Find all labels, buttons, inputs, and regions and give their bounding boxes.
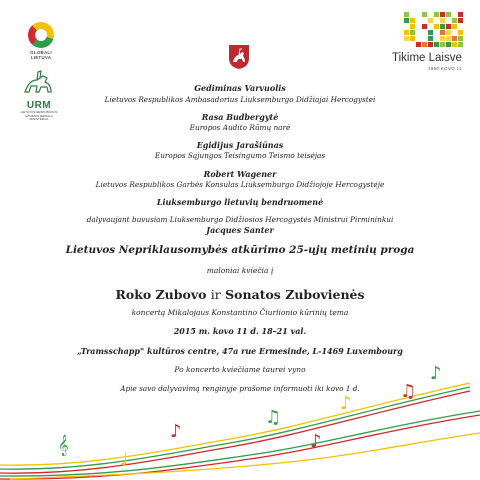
mosaic-square (440, 18, 445, 23)
mosaic-square (458, 42, 463, 47)
mosaic-square (446, 36, 451, 41)
tikime-laisve-title: Tikime Laisve (392, 52, 462, 64)
host-role-2: Europos Audito Rūmų narė (189, 123, 291, 132)
coat-of-arms (228, 44, 250, 74)
invite-text: maloniai kviečia į (206, 266, 274, 275)
mosaic-square (410, 30, 415, 35)
mosaic-square (404, 12, 409, 17)
mosaic-square (404, 36, 409, 41)
mosaic-square (434, 24, 439, 29)
mosaic-square (428, 42, 433, 47)
mosaic-square (440, 36, 445, 41)
mosaic-square (428, 18, 433, 23)
event-datetime: 2015 m. kovo 11 d. 18–21 val. (173, 326, 307, 336)
note-icon-6: ♩ (120, 449, 129, 470)
coat-of-arms-icon (228, 44, 250, 70)
mosaic-square (410, 36, 415, 41)
mosaic-square (458, 12, 463, 17)
mosaic-square (452, 36, 457, 41)
mosaic-square (422, 24, 427, 29)
event-venue: „Tramsschapp" kultūros centre, 47a rue Ermesinde, L-1469 Luxembourg (77, 346, 403, 356)
host-name-2: Rasa Budbergytė (201, 112, 279, 122)
mosaic-square (440, 12, 445, 17)
rsvp-note: Apie savo dalyvavimą renginyje prašome informuoti iki kovo 1 d. (120, 384, 360, 393)
urm-subtitle-1: LIETUVOS RESPUBLIKOS (20, 110, 58, 114)
urm-label: URM (26, 100, 52, 111)
global-lithuania-label: GLOBALI LIETUVA (30, 50, 52, 60)
occasion-heading: Lietuvos Nepriklausomybės atkūrimo 25-ųjų metinių proga (65, 244, 415, 256)
mosaic-square (410, 24, 415, 29)
mosaic-square (446, 42, 451, 47)
mosaic-square (458, 18, 463, 23)
after-concert-note: Po koncerto kviečiame taurei vyno (174, 365, 306, 374)
mosaic-square (404, 18, 409, 23)
music-staff-decoration (0, 355, 480, 480)
performers-line (0, 287, 480, 302)
mosaic-square (452, 18, 457, 23)
global-lithuania-logo (22, 22, 60, 60)
urm-subtitle-2: UŽSIENIO REIKALŲ (25, 113, 53, 118)
performers-connector: ir (210, 287, 221, 302)
treble-clef-icon: 𝄞 (58, 435, 69, 456)
mosaic-square (452, 24, 457, 29)
host-role-1: Lietuvos Respublikos Ambasadorius Liuksemburgo Didžiajai Hercogystei (104, 95, 376, 104)
concert-description: koncertą Mikalojaus Konstantino Čiurlionio kūrinių tema (131, 308, 349, 317)
tikime-laisve-logo (392, 12, 466, 71)
mosaic-square (446, 12, 451, 17)
note-icon-7: ♪ (310, 431, 322, 452)
tikime-laisve-date: 1990 KOVO 11 (428, 66, 462, 71)
note-icon-4: ♫ (400, 381, 417, 402)
mosaic-square (434, 12, 439, 17)
mosaic-square (446, 24, 451, 29)
host-name-4: Robert Wagener (203, 169, 277, 179)
mosaic-square (410, 18, 415, 23)
mosaic-square (428, 30, 433, 35)
mosaic-square (452, 42, 457, 47)
mosaic-square (422, 12, 427, 17)
mosaic-square (428, 36, 433, 41)
mosaic-squares-icon (404, 12, 466, 50)
patron-name: Jacques Santer (206, 225, 274, 235)
mosaic-square (446, 30, 451, 35)
mosaic-square (440, 24, 445, 29)
host-role-4: Lietuvos Respublikos Garbės Konsulas Liuksemburgo Didžiojoje Hercogystėje (95, 180, 385, 189)
mosaic-square (404, 30, 409, 35)
mosaic-square (440, 30, 445, 35)
note-icon-1: ♪ (170, 421, 182, 442)
mosaic-square (434, 42, 439, 47)
patron-line: dalyvaujant buvusiam Liuksemburgo Didžiosios Hercogystės Ministrui Pirmininkui (86, 215, 394, 224)
performer-1: Roko Zubovo (115, 287, 207, 302)
note-icon-3: ♪ (340, 393, 352, 414)
urm-subtitle-3: MINISTERIJA (29, 117, 49, 122)
host-role-3: Europos Sąjungos Teisingumo Teismo teisėjas (154, 151, 326, 160)
note-icon-2: ♫ (265, 407, 282, 428)
mosaic-square (458, 30, 463, 35)
host-name-1: Gediminas Varvuolis (194, 83, 286, 93)
mosaic-square (458, 36, 463, 41)
note-icon-5: ♪ (430, 363, 442, 384)
mosaic-square (440, 42, 445, 47)
global-lithuania-emblem-icon (28, 22, 54, 48)
mosaic-square (416, 42, 421, 47)
community-name: Liuksemburgo lietuvių bendruomenė (156, 197, 324, 207)
host-name-3: Egidijus Jarašiūnas (196, 140, 284, 150)
mosaic-square (422, 42, 427, 47)
performer-2: Sonatos Zubovienės (225, 287, 365, 302)
